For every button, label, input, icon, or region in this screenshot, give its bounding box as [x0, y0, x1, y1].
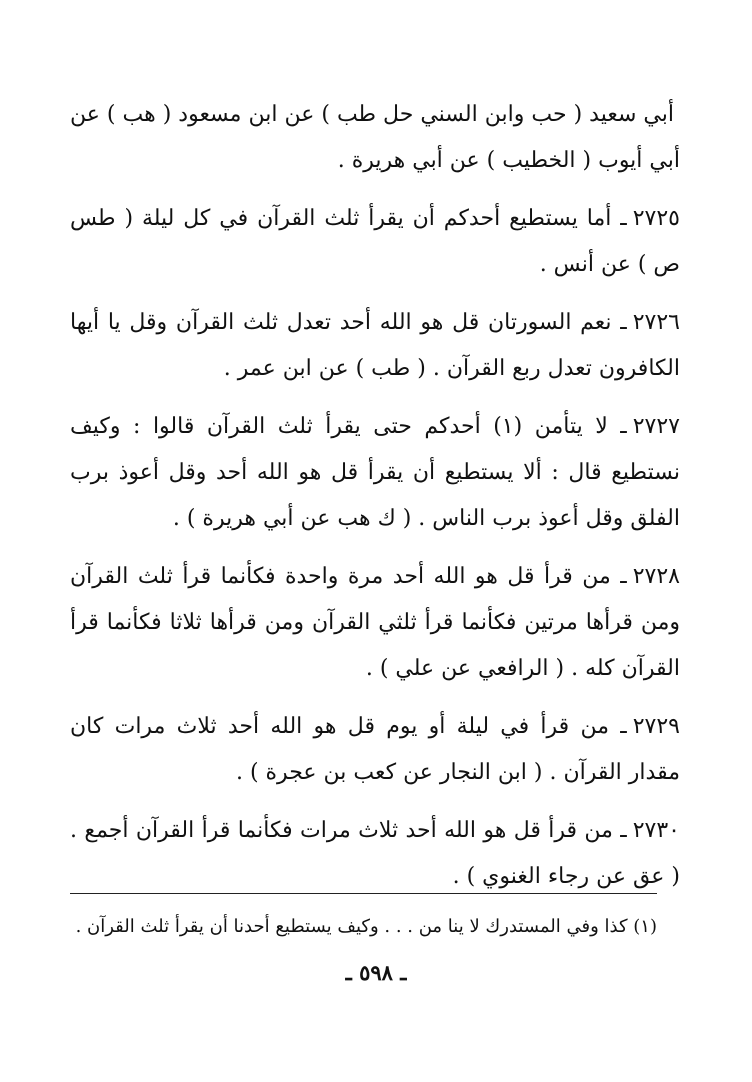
- hadith-text: أبي سعيد ( حب وابن السني حل طب ) عن ابن مسعود ( هب ) عن أبي أيوب ( الخطيب ) عن أبي هريرة .: [70, 102, 680, 173]
- hadith-text: ـ من قرأ في ليلة أو يوم قل هو الله أحد ثلاث مرات كان مقدار القرآن . ( ابن النجار عن كعب بن عجرة ) .: [70, 714, 680, 785]
- hadith-number: ٢٧٢٦: [632, 310, 680, 335]
- footnote: (١) كذا وفي المستدرك لا ينا من . . . وكيف يستطيع أحدنا أن يقرأ ثلث القرآن .: [75, 916, 657, 937]
- page-number: ـ ٥٩٨ ـ: [345, 960, 407, 985]
- hadith-paragraph: [70, 196, 680, 288]
- hadith-paragraph: [70, 92, 680, 184]
- page-body: [70, 92, 680, 912]
- hadith-number: ٢٧٢٨: [632, 564, 680, 589]
- hadith-text: ـ من قرأ قل هو الله أحد ثلاث مرات فكأنما قرأ القرآن أجمع . ( عق عن رجاء الغنوي ) .: [70, 818, 680, 889]
- hadith-paragraph: [70, 704, 680, 796]
- hadith-paragraph: [70, 404, 680, 542]
- hadith-number: ٢٧٢٩: [632, 714, 680, 739]
- hadith-text: ـ نعم السورتان قل هو الله أحد تعدل ثلث القرآن وقل يا أيها الكافرون تعدل ربع القرآن . ( طب ) عن ابن عمر .: [70, 310, 680, 381]
- hadith-number: ٢٧٢٥: [632, 206, 680, 231]
- hadith-text: ـ من قرأ قل هو الله أحد مرة واحدة فكأنما قرأ ثلث القرآن ومن قرأها مرتين فكأنما قرأ ثلثي القرآن ومن قرأها ثلاثا فكأنما قرأ القرآن كله . ( الرافعي عن علي ) .: [70, 564, 680, 681]
- hadith-text: ـ أما يستطيع أحدكم أن يقرأ ثلث القرآن في كل ليلة ( طس ص ) عن أنس .: [70, 206, 680, 277]
- hadith-paragraph: [70, 300, 680, 392]
- footnote-divider: [70, 893, 657, 894]
- hadith-paragraph: [70, 808, 680, 900]
- hadith-number: ٢٧٣٠: [632, 818, 680, 843]
- hadith-text: ـ لا يتأمن (١) أحدكم حتى يقرأ ثلث القرآن قالوا : وكيف نستطيع قال : ألا يستطيع أن يقرأ قل هو الله أحد وقل أعوذ برب الفلق وقل أعوذ برب الناس . ( ك هب عن أبي هريرة ) .: [70, 414, 680, 531]
- hadith-paragraph: [70, 554, 680, 692]
- hadith-number: ٢٧٢٧: [632, 414, 680, 439]
